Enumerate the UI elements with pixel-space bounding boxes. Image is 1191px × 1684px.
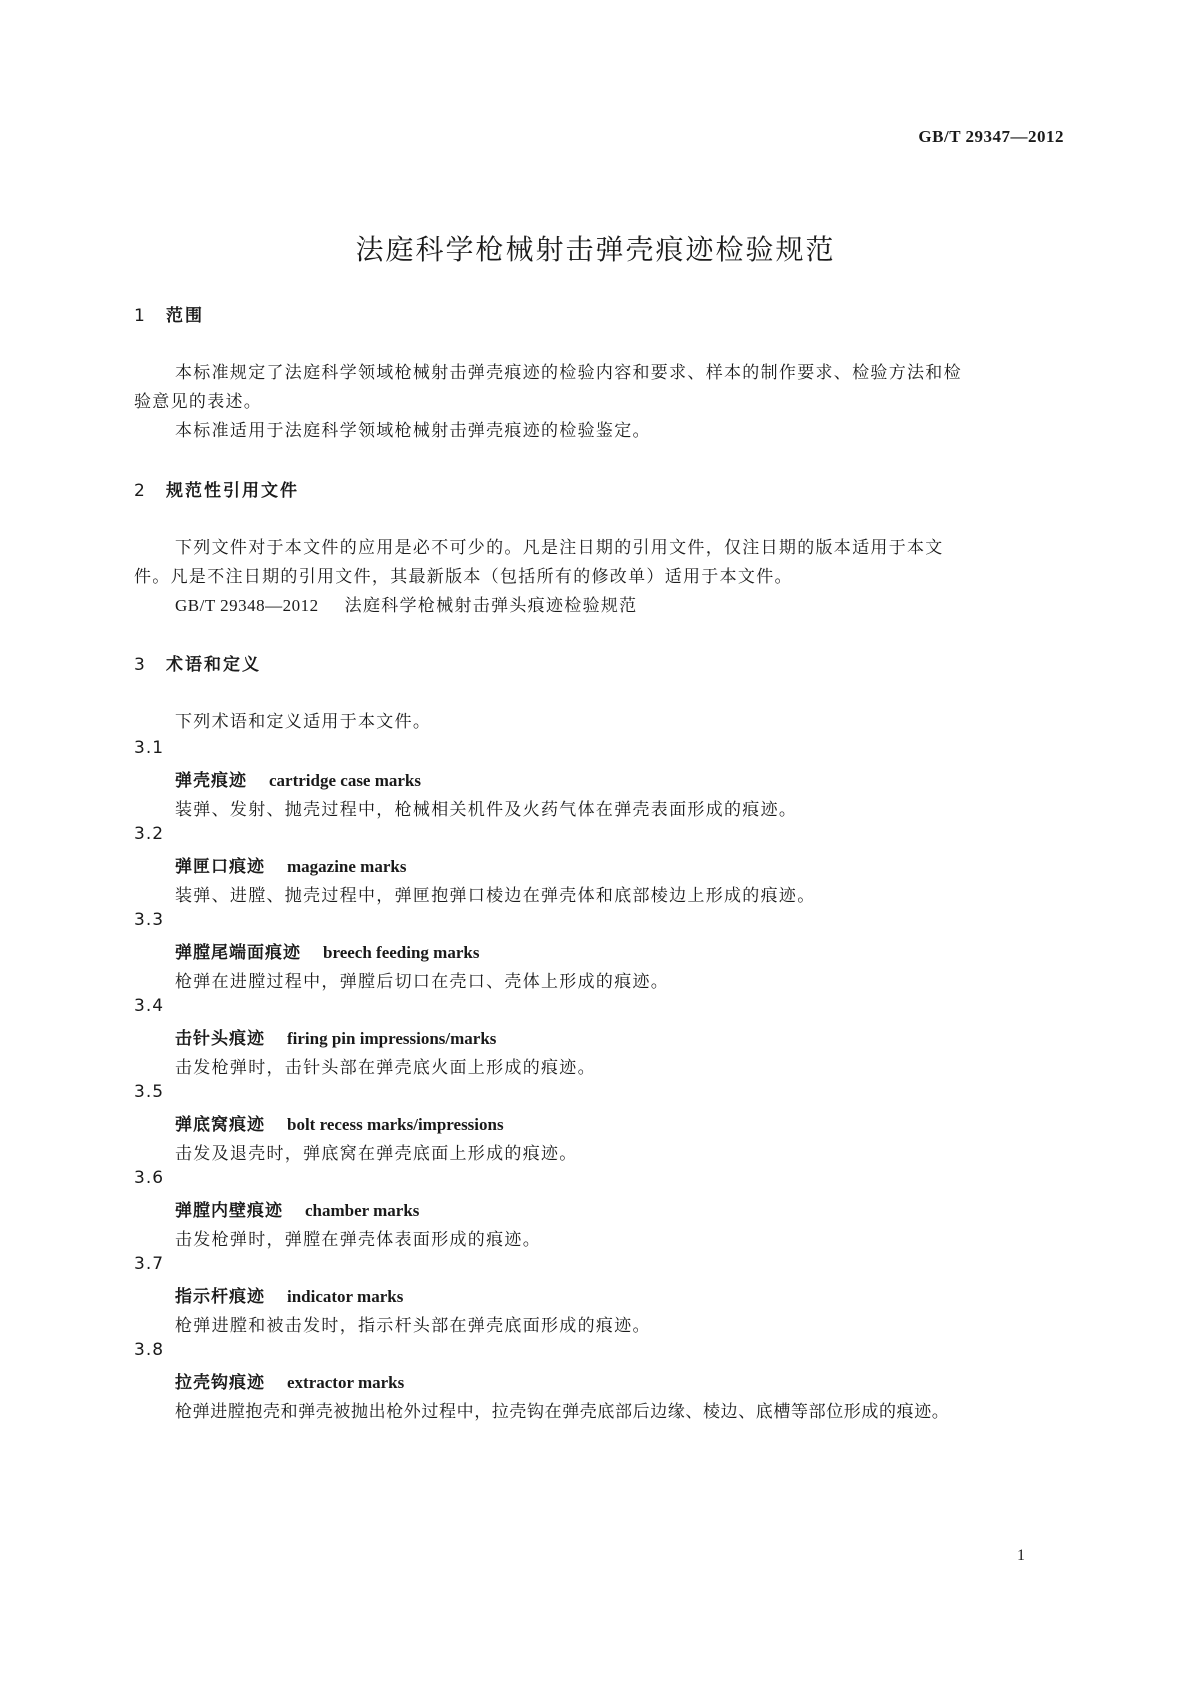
term-chinese: 击针头痕迹 bbox=[175, 1029, 265, 1049]
term-definition: 击发枪弹时，弹膛在弹壳体表面形成的痕迹。 bbox=[175, 1230, 541, 1250]
term-definition: 装弹、发射、抛壳过程中，枪械相关机件及火药气体在弹壳表面形成的痕迹。 bbox=[175, 800, 798, 820]
section-title: 范围 bbox=[166, 306, 204, 326]
term-number: 3.7 bbox=[134, 1254, 165, 1274]
section-1-heading bbox=[134, 301, 204, 326]
term-heading bbox=[175, 1368, 404, 1393]
term-definition: 击发及退壳时，弹底窝在弹壳底面上形成的痕迹。 bbox=[175, 1144, 578, 1164]
term-number: 3.3 bbox=[134, 910, 165, 930]
term-heading bbox=[175, 1196, 419, 1221]
term-chinese: 弹底窝痕迹 bbox=[175, 1115, 265, 1135]
term-heading bbox=[175, 766, 421, 791]
term-chinese: 拉壳钩痕迹 bbox=[175, 1373, 265, 1393]
section-2-para-1-line-2: 件。凡是不注日期的引用文件，其最新版本（包括所有的修改单）适用于本文件。 bbox=[134, 567, 793, 587]
section-1-para-2: 本标准适用于法庭科学领域枪械射击弹壳痕迹的检验鉴定。 bbox=[175, 421, 651, 441]
term-definition: 装弹、进膛、抛壳过程中，弹匣抱弹口棱边在弹壳体和底部棱边上形成的痕迹。 bbox=[175, 886, 816, 906]
section-title: 规范性引用文件 bbox=[166, 481, 299, 501]
term-number: 3.2 bbox=[134, 824, 165, 844]
term-chinese: 弹匣口痕迹 bbox=[175, 857, 265, 877]
term-chinese: 弹壳痕迹 bbox=[175, 771, 247, 791]
section-number: 2 bbox=[134, 481, 145, 501]
section-number: 3 bbox=[134, 655, 145, 675]
term-english: breech feeding marks bbox=[323, 943, 480, 962]
term-heading bbox=[175, 1282, 403, 1307]
term-heading bbox=[175, 1024, 496, 1049]
term-definition: 枪弹在进膛过程中，弹膛后切口在壳口、壳体上形成的痕迹。 bbox=[175, 972, 670, 992]
term-english: extractor marks bbox=[287, 1373, 405, 1392]
term-definition: 击发枪弹时，击针头部在弹壳底火面上形成的痕迹。 bbox=[175, 1058, 596, 1078]
section-3-heading bbox=[134, 650, 261, 675]
term-definition: 枪弹进膛抱壳和弹壳被抛出枪外过程中，拉壳钩在弹壳底部后边缘、棱边、底槽等部位形成的痕迹。 bbox=[175, 1402, 950, 1422]
term-number: 3.1 bbox=[134, 738, 165, 758]
term-english: firing pin impressions/marks bbox=[287, 1029, 497, 1048]
reference-title: 法庭科学枪械射击弹头痕迹检验规范 bbox=[344, 596, 638, 616]
standard-code: GB/T 29347—2012 bbox=[918, 127, 1064, 146]
term-number: 3.4 bbox=[134, 996, 165, 1016]
term-english: magazine marks bbox=[287, 857, 407, 876]
term-chinese: 弹膛内壁痕迹 bbox=[175, 1201, 283, 1221]
page-number: 1 bbox=[1017, 1547, 1025, 1564]
term-english: cartridge case marks bbox=[269, 771, 422, 790]
section-1-para-1-line-2: 验意见的表述。 bbox=[134, 392, 263, 412]
term-english: chamber marks bbox=[305, 1201, 420, 1220]
term-number: 3.6 bbox=[134, 1168, 165, 1188]
term-english: bolt recess marks/impressions bbox=[287, 1115, 504, 1134]
term-number: 3.5 bbox=[134, 1082, 165, 1102]
document-title: 法庭科学枪械射击弹壳痕迹检验规范 bbox=[355, 233, 836, 266]
section-number: 1 bbox=[134, 306, 145, 326]
term-heading bbox=[175, 852, 406, 877]
section-1-para-1-line-1: 本标准规定了法庭科学领域枪械射击弹壳痕迹的检验内容和要求、样本的制作要求、检验方法和检 bbox=[175, 363, 962, 383]
normative-reference bbox=[175, 591, 637, 616]
term-number: 3.8 bbox=[134, 1340, 165, 1360]
term-chinese: 指示杆痕迹 bbox=[175, 1287, 265, 1307]
term-heading bbox=[175, 938, 479, 963]
reference-code: GB/T 29348—2012 bbox=[175, 596, 319, 615]
section-2-para-1-line-1: 下列文件对于本文件的应用是必不可少的。凡是注日期的引用文件，仅注日期的版本适用于本文 bbox=[175, 538, 944, 558]
term-english: indicator marks bbox=[287, 1287, 404, 1306]
term-heading bbox=[175, 1110, 504, 1135]
term-chinese: 弹膛尾端面痕迹 bbox=[175, 943, 301, 963]
section-2-heading bbox=[134, 476, 299, 501]
section-title: 术语和定义 bbox=[166, 655, 261, 675]
term-definition: 枪弹进膛和被击发时，指示杆头部在弹壳底面形成的痕迹。 bbox=[175, 1316, 651, 1336]
section-3-intro: 下列术语和定义适用于本文件。 bbox=[175, 712, 432, 732]
